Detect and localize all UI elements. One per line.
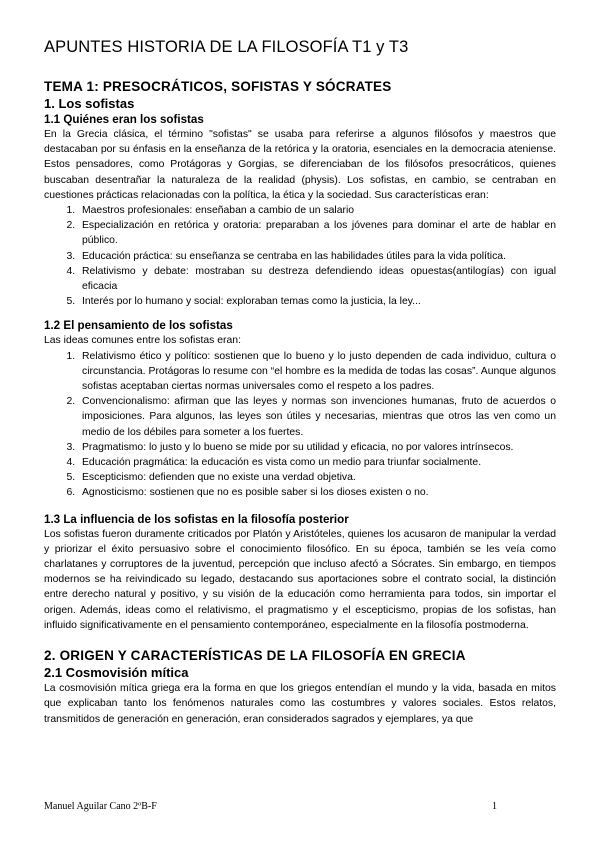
list-item: 1. Relativismo ético y político: sostienen que lo bueno y lo justo dependen de cada individuo, cultura o circunstancia. Protágoras lo resume con “el hombre es la medida de todas las cosas”. Aunque algunos sofistas aceptaban ciertas normas universales como el respeto a los padres. bbox=[78, 349, 556, 395]
list-item: 2. Especialización en retórica y oratoria: preparaban a los jóvenes para dominar el arte de hablar en público. bbox=[78, 218, 556, 248]
document-body bbox=[44, 78, 556, 727]
list-item: 5. Interés por lo humano y social: exploraban temas como la justicia, la ley... bbox=[78, 294, 556, 309]
sofistas-characteristics-list bbox=[44, 203, 556, 309]
list-item: 3. Educación práctica: su enseñanza se centraba en las habilidades útiles para la vida política. bbox=[78, 249, 556, 264]
page-footer bbox=[44, 801, 556, 812]
section-1-1-heading: 1.1 Quiénes eran los sofistas bbox=[44, 113, 204, 126]
section-1-2-intro: Las ideas comunes entre los sofistas eran: bbox=[44, 335, 241, 347]
section-1-3-paragraph: Los sofistas fueron duramente criticados por Platón y Aristóteles, quienes los acusaron de manipular la verdad y priorizar el éxito persuasivo sobre el conocimiento filosófico. En su época, también se les veía como charlatanes y corruptores de la juventud, percepción que incluso afectó a Sócrates. Sin embargo, en tiempos modernos se ha reivindicado su legado, destacando sus aportaciones sobre el contrato social, la distinción entre derecho natural y positivo, y su visión de la educación como herramienta para todos, sin importar el origen. Además, ideas como el relativismo, el pragmatismo y el escepticismo, propias de los sofistas, han influido significativamente en el pensamiento contemporáneo, especialmente en la filosofía postmoderna. bbox=[44, 528, 556, 631]
list-item: 6. Agnosticismo: sostienen que no es posible saber si los dioses existen o no. bbox=[78, 485, 556, 500]
section-1-1-paragraph: En la Grecia clásica, el término "sofistas" se usaba para referirse a algunos filósofos y maestros que destacaban por su énfasis en la enseñanza de la retórica y la oratoria, esenciales en la democracia ateniense. Estos pensadores, como Protágoras y Gorgias, se diferenciaban de los filósofos presocráticos, quienes buscaban desentrañar la naturaleza de la realidad (physis). Los sofistas, en cambio, se centraban en cuestiones prácticas relacionadas con la política, la ética y la sociedad. Sus características eran: bbox=[44, 129, 556, 201]
list-item: 2. Convencionalismo: afirman que las leyes y normas son invenciones humanas, fruto de acuerdos o imposiciones. Para algunos, las leyes son útiles y necesarias, mientras que otros las ven como un medio de los débiles para someter a los fuertes. bbox=[78, 394, 556, 440]
list-item: 3. Pragmatismo: lo justo y lo bueno se mide por su utilidad y eficacia, no por valores intrínsecos. bbox=[78, 440, 556, 455]
page-number: 1 bbox=[492, 801, 497, 812]
sofistas-ideas-list bbox=[44, 349, 556, 501]
footer-author: Manuel Aguilar Cano 2ºB-F bbox=[44, 801, 157, 812]
list-item: 4. Educación pragmática: la educación es vista como un medio para triunfar socialmente. bbox=[78, 455, 556, 470]
document-title: APUNTES HISTORIA DE LA FILOSOFÍA T1 y T3 bbox=[44, 38, 409, 56]
section-2-1-heading: 2.1 Cosmovisión mítica bbox=[44, 665, 189, 681]
section-2-heading: 2. ORIGEN Y CARACTERÍSTICAS DE LA FILOSOFÍA EN GRECIA bbox=[44, 648, 466, 664]
section-1-3-heading: 1.3 La influencia de los sofistas en la filosofía posterior bbox=[44, 512, 349, 526]
tema1-heading: TEMA 1: PRESOCRÁTICOS, SOFISTAS Y SÓCRATES bbox=[44, 79, 392, 94]
section-2-1-paragraph: La cosmovisión mítica griega era la forma en que los griegos entendían el mundo y la vida, basada en mitos que explicaban tanto los fenómenos naturales como las costumbres y valores sociales. Estos relatos, transmitidos de generación en generación, eran considerados sagrados y ejemplares, ya que bbox=[44, 683, 556, 725]
section-1-2-heading: 1.2 El pensamiento de los sofistas bbox=[44, 319, 233, 333]
list-item: 5. Escepticismo: defienden que no existe una verdad objetiva. bbox=[78, 470, 556, 485]
list-item: 1. Maestros profesionales: enseñaban a cambio de un salario bbox=[78, 203, 556, 218]
section-1-heading: 1. Los sofistas bbox=[44, 96, 135, 111]
list-item: 4. Relativismo y debate: mostraban su destreza defendiendo ideas opuestas(antilogías) con igual eficacia bbox=[78, 264, 556, 294]
